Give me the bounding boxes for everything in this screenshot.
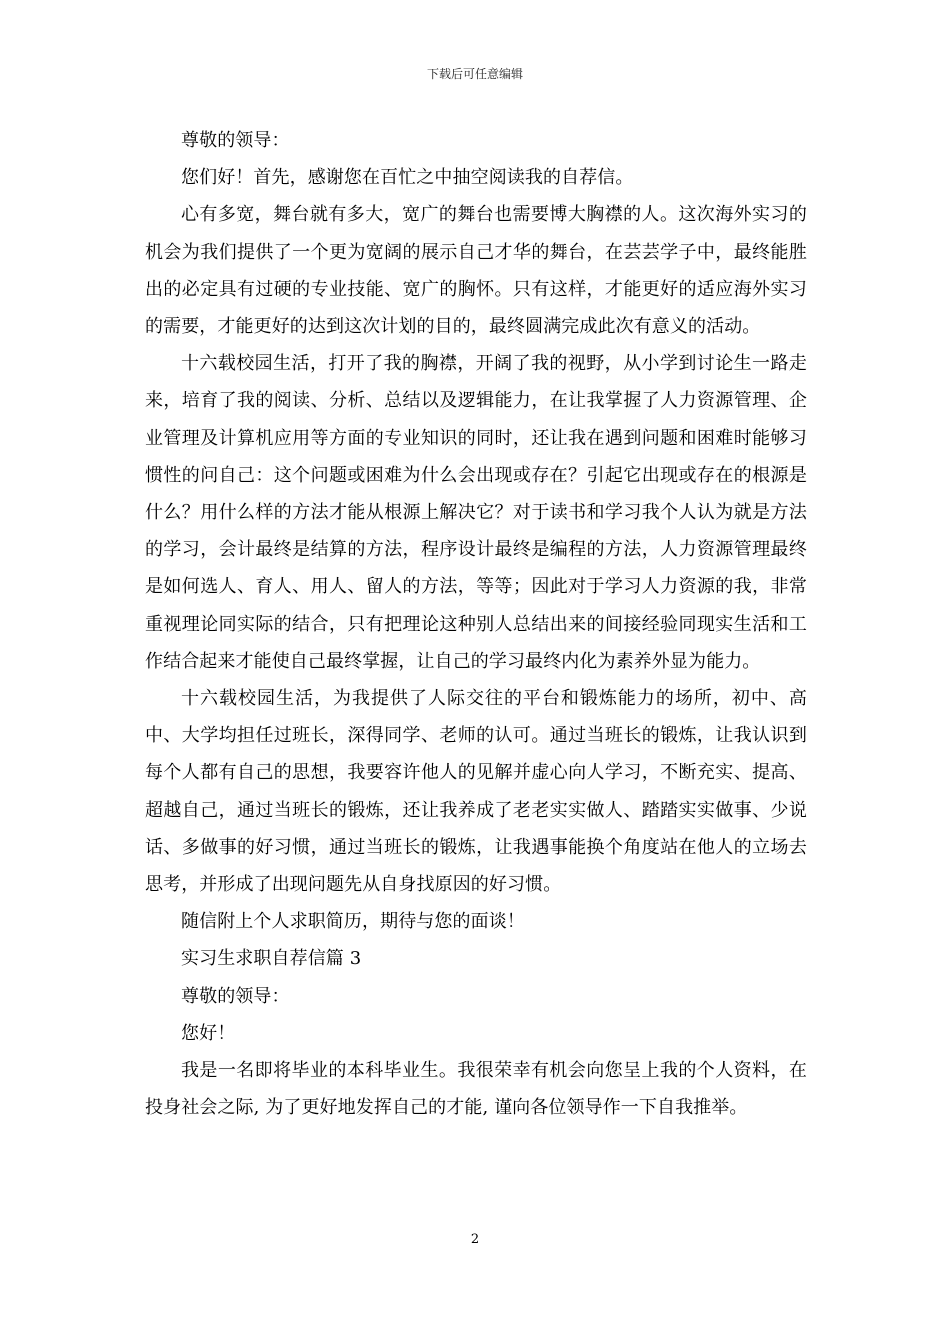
- section-title: 实习生求职自荐信篇 3: [181, 948, 362, 970]
- closing-paragraph: 随信附上个人求职简历，期待与您的面谈！: [181, 911, 525, 933]
- greeting-paragraph: 您好！: [181, 1022, 236, 1044]
- body-paragraph: 十六载校园生活，打开了我的胸襟，开阔了我的视野，从小学到讨论生一路走来，培育了我的阅读、分析、总结以及逻辑能力，在让我掌握了人力资源管理、企业管理及计算机应用等方面的专业知识的同时，还让我在遇到问题和困难时能够习惯性的问自己：这个问题或困难为什么会出现或存在？引起它出现或存在的根源是什么？用什么样的方法才能从根源上解决它？对于读书和学习我个人认为就是方法的学习，会计最终是结算的方法，程序设计最终是编程的方法，人力资源管理最终是如何选人、育人、用人、留人的方法，等等；因此对于学习人力资源的我，非常重视理论同实际的结合，只有把理论这种别人总结出来的间接经验同现实生活和工作结合起来才能使自己最终掌握，让自己的学习最终内化为素养外显为能力。: [145, 353, 807, 672]
- page-header: 下载后可任意编辑: [426, 67, 523, 81]
- greeting-paragraph: 您们好！首先，感谢您在百忙之中抽空阅读我的自荐信。: [181, 167, 634, 189]
- page-number: 2: [470, 1232, 480, 1247]
- body-paragraph: 心有多宽，舞台就有多大，宽广的舞台也需要博大胸襟的人。这次海外实习的机会为我们提供了一个更为宽阔的展示自己才华的舞台，在芸芸学子中，最终能胜出的必定具有过硬的专业技能、宽广的胸怀。只有这样，才能更好的适应海外实习的需要，才能更好的达到这次计划的目的，最终圆满完成此次有意义的活动。: [145, 204, 807, 338]
- document-body: [145, 122, 807, 1126]
- body-paragraph: 十六载校园生活，为我提供了人际交往的平台和锻炼能力的场所，初中、高中、大学均担任过班长，深得同学、老师的认可。通过当班长的锻炼，让我认识到每个人都有自己的思想，我要容许他人的见解并虚心向人学习，不断充实、提高、超越自己，通过当班长的锻炼，还让我养成了老老实实做人、踏踏实实做事、少说话、多做事的好习惯，通过当班长的锻炼，让我遇事能换个角度站在他人的立场去思考，并形成了出现问题先从自身找原因的好习惯。: [145, 688, 807, 896]
- salutation: 尊敬的领导：: [181, 985, 290, 1007]
- body-paragraph: 我是一名即将毕业的本科毕业生。我很荣幸有机会向您呈上我的个人资料，在投身社会之际, 为了更好地发挥自己的才能, 谨向各位领导作一下自我推举。: [145, 1060, 807, 1119]
- salutation: 尊敬的领导：: [181, 130, 290, 151]
